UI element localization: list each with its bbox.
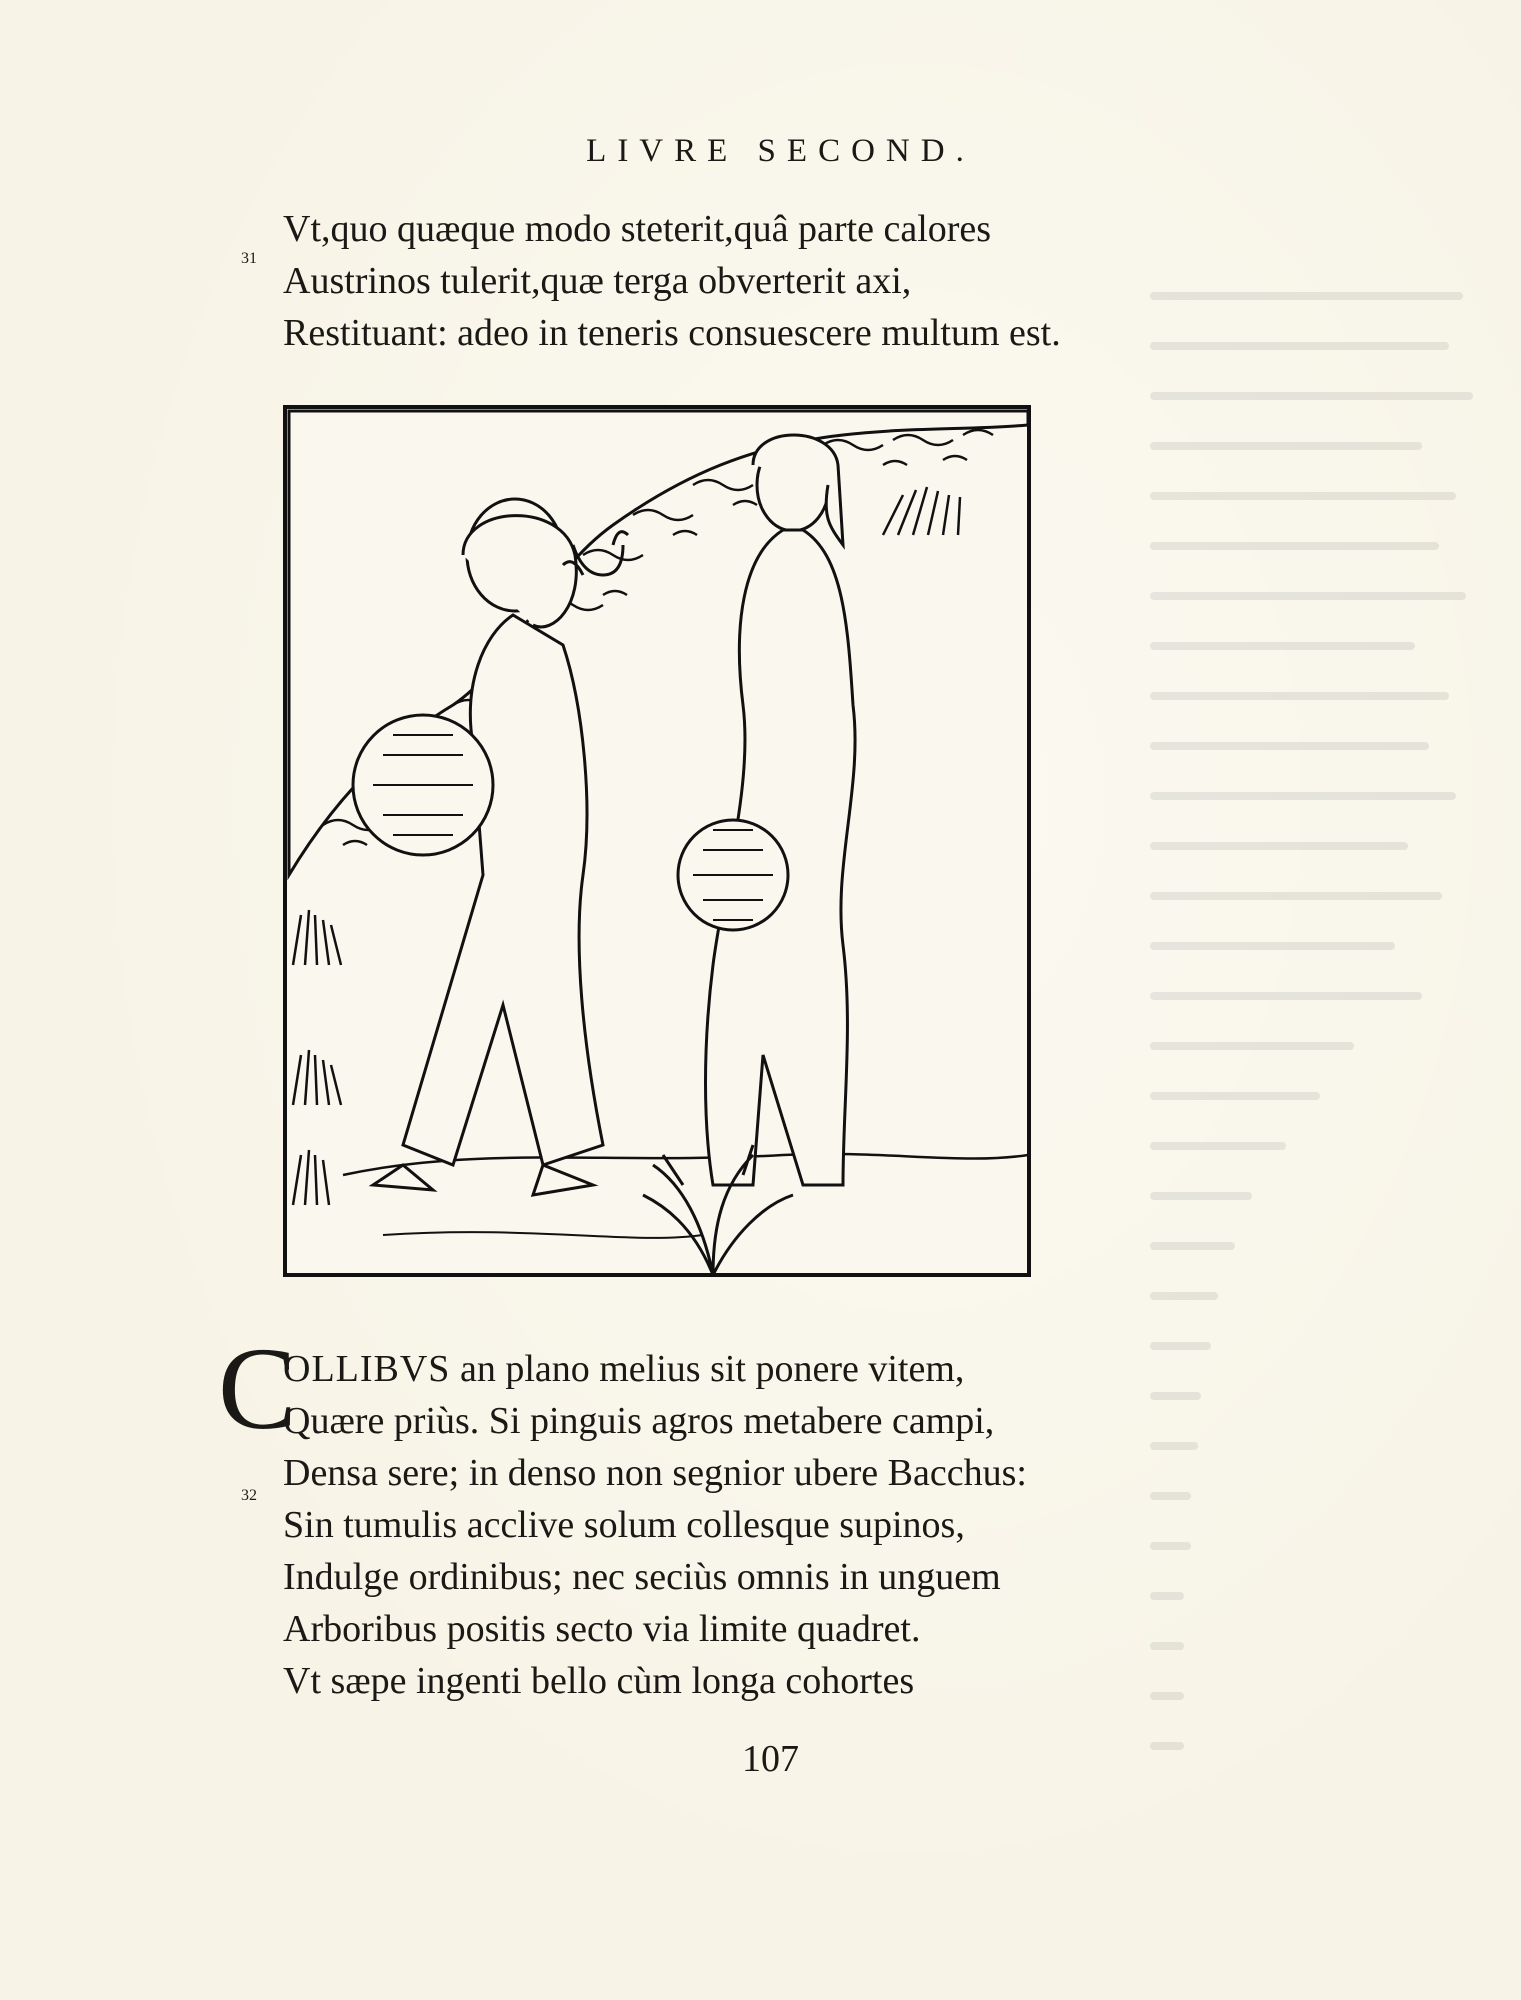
verse-line: Sin tumulis acclive solum collesque supinos, bbox=[283, 1504, 965, 1546]
verse-line-first-rest: an plano melius sit ponere vitem, bbox=[450, 1348, 965, 1390]
woodcut-illustration bbox=[283, 405, 1031, 1277]
verse-line: Indulge ordinibus; nec seciùs omnis in unguem bbox=[283, 1556, 1001, 1598]
line-number-32: 32 bbox=[241, 1487, 257, 1504]
verse-line: Restituant: adeo in teneris consuescere multum est. bbox=[283, 312, 1061, 354]
woodcut-illustration-icon bbox=[283, 405, 1031, 1277]
verse-line: Vt,quo quæque modo steterit,quâ parte calores bbox=[283, 208, 992, 250]
verse-block-bottom bbox=[283, 1343, 1027, 1707]
page-number: 107 bbox=[742, 1738, 799, 1780]
verse-block-top bbox=[283, 203, 1061, 359]
running-head: LIVRE SECOND. bbox=[586, 133, 975, 169]
verse-line: Vt sæpe ingenti bello cùm longa cohortes bbox=[283, 1660, 915, 1702]
drop-cap: C bbox=[218, 1323, 297, 1454]
verse-line: Austrinos tulerit,quæ terga obverterit axi, bbox=[283, 260, 912, 302]
verse-line-first bbox=[283, 1343, 1027, 1395]
verse-line: Densa sere; in denso non segnior ubere Bacchus: bbox=[283, 1452, 1027, 1494]
show-through-text bbox=[1150, 250, 1490, 1700]
verse-line: Arboribus positis secto via limite quadret. bbox=[283, 1608, 921, 1650]
verse-line: Quære priùs. Si pinguis agros metabere campi, bbox=[283, 1400, 995, 1442]
line-number-31: 31 bbox=[241, 250, 257, 267]
verse-smallcaps-opening: OLLIBVS bbox=[283, 1348, 451, 1390]
